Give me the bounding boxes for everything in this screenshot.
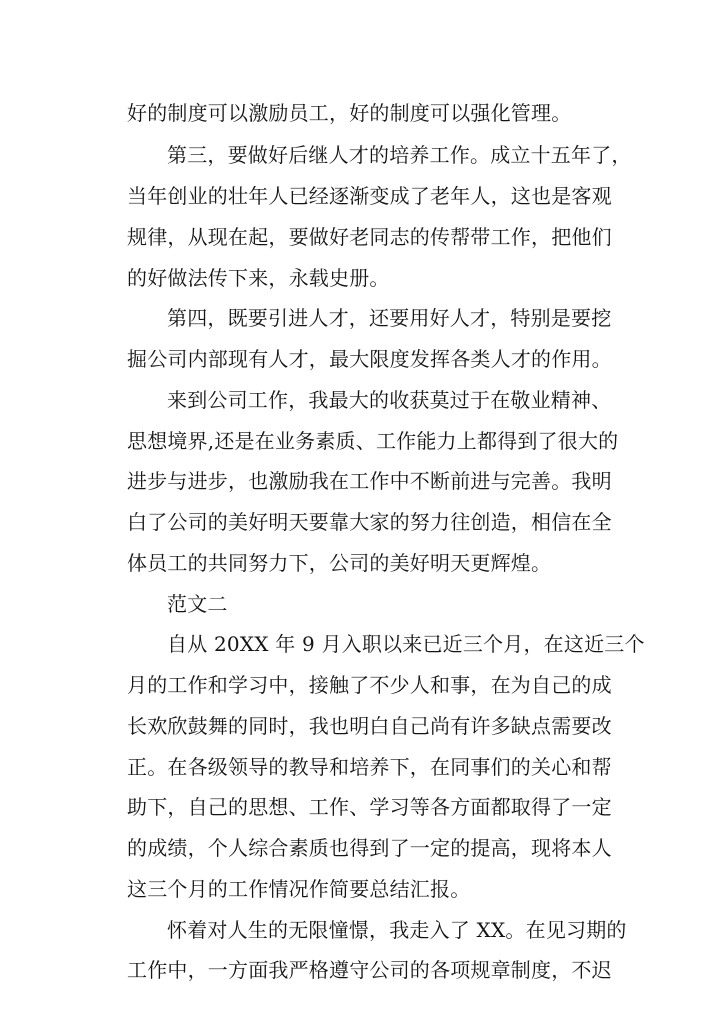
paragraph-start-line: 第四，既要引进人才，还要用好人才，特别是要挖 <box>167 306 612 330</box>
section-heading: 范文二 <box>167 592 228 616</box>
text-line: 的成绩，个人综合素质也得到了一定的提高，现将本人 <box>127 836 612 860</box>
text-line: 正。在各级领导的教导和培养下，在同事们的关心和帮 <box>127 755 612 779</box>
text-line: 思想境界,还是在业务素质、工作能力上都得到了很大的 <box>127 429 619 453</box>
text-line: 白了公司的美好明天要靠大家的努力往创造，相信在全 <box>127 510 612 534</box>
text-line: 工作中，一方面我严格遵守公司的各项规章制度，不迟 <box>127 958 612 982</box>
text-line: 进步与进步，也激励我在工作中不断前进与完善。我明 <box>127 469 612 493</box>
text-line: 助下，自己的思想、工作、学习等各方面都取得了一定 <box>127 795 612 819</box>
text-line: 长欢欣鼓舞的同时，我也明白自己尚有许多缺点需要改 <box>127 714 612 738</box>
text-line: 这三个月的工作情况作简要总结汇报。 <box>127 877 471 901</box>
text-line: 月的工作和学习中，接触了不少人和事，在为自己的成 <box>127 673 612 697</box>
paragraph-start-line: 来到公司工作，我最大的收获莫过于在敬业精神、 <box>167 388 612 412</box>
paragraph-start-line: 自从 20XX 年 9 月入职以来已近三个月，在这近三个 <box>167 632 645 656</box>
text-line: 体员工的共同努力下，公司的美好明天更辉煌。 <box>127 551 552 575</box>
text-line: 当年创业的壮年人已经逐渐变成了老年人，这也是客观 <box>127 184 612 208</box>
text-line: 掘公司内部现有人才，最大限度发挥各类人才的作用。 <box>127 347 612 371</box>
paragraph-start-line: 第三，要做好后继人才的培养工作。成立十五年了， <box>167 143 632 167</box>
text-line: 好的制度可以激励员工，好的制度可以强化管理。 <box>127 101 572 125</box>
text-line: 规律，从现在起，要做好老同志的传帮带工作，把他们 <box>127 225 612 249</box>
paragraph-start-line: 怀着对人生的无限憧憬，我走入了 XX。在见习期的 <box>167 918 627 942</box>
text-line: 的好做法传下来，永载史册。 <box>127 266 390 290</box>
